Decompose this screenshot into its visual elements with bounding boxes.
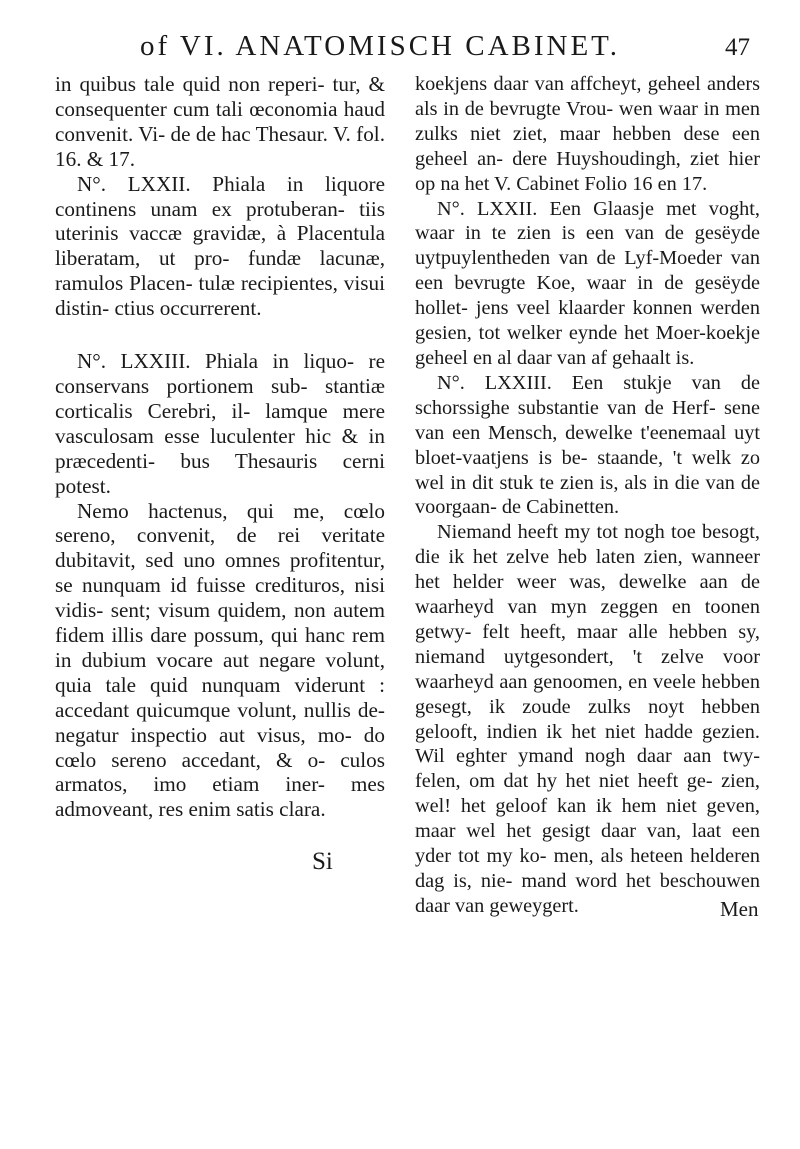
dutch-catchword: Men <box>720 897 759 921</box>
dutch-column <box>415 72 760 919</box>
latin-paragraph-1: in quibus tale quid non reperi- tur, & consequenter cum tali œconomia haud convenit. Vi- de de hac Thesaur. V. fol. 16. & 17. <box>55 72 385 171</box>
dutch-paragraph-lxxiii: N°. LXXIII. Een stukje van de schorssighe substantie van de Herf- sene van een Mensch, dewelke t'eenemaal uyt bloet-vaatjens is be- staande, 't welk zo wel in dit stuk te zien is, als in die van de voorgaan- de Cabinetten. <box>415 371 760 519</box>
latin-column <box>55 72 385 822</box>
dutch-paragraph-lxxii: N°. LXXII. Een Glaasje met voght, waar in te zien is een van de gesëyde uytpuylentheden van de Lyf-Moeder van een bevrugte Koe, waar in de gesëyde hollet- jens veel klaarder konnen werden gesien, tot welker eynde het Moer-koekje geheel en al daar van af gehaalt is. <box>415 197 760 369</box>
running-head-title: of VI. ANATOMISCH CABINET. <box>140 30 620 62</box>
latin-paragraph-lxxiii: N°. LXXIII. Phiala in liquo- re conservans portionem sub- stantiæ corticalis Cerebri, il- lamque mere vasculosam esse luculenter hic & in præcedenti- bus Thesauris cerni potest. <box>55 349 385 498</box>
latin-paragraph-nemo: Nemo hactenus, qui me, cœlo sereno, convenit, de rei veritate dubitavit, sed uno omnes profitentur, se nunquam id fuisse credituros, nisi vidis- sent; visum quidem, non autem fidem illis dare possum, qui hanc rem in dubium vocare aut negare volunt, quia tale quid nunquam viderunt : accedant quicumque volunt, nullis de- negatur inspectio aut visus, mo- do cœlo sereno accedant, & o- culos armatos, imo etiam iner- mes admoveant, res enim satis clara. <box>55 498 385 822</box>
page-number: 47 <box>725 34 750 61</box>
running-head <box>60 30 750 76</box>
dutch-paragraph-1: koekjens daar van affcheyt, geheel anders als in de bevrugte Vrou- wen waar in men zulks niet ziet, maar hebben dese een geheel an- dere Huyshoudingh, ziet hier op na het V. Cabinet Folio 16 en 17. <box>415 73 760 195</box>
latin-catchword: Si <box>312 848 333 875</box>
dutch-paragraph-niemand: Niemand heeft my tot nogh toe besogt, die ik het zelve heb laten zien, wanneer het helder weer was, dewelke aan de waarheyd van myn zeggen en toonen getwy- felt heeft, maar alle hebben sy, niemand uytgesondert, 't zelve voor waarheyd aan genoomen, en veele hebben gesegt, ik zoude zulks noyt hebben gelooft, indien ik het niet hadde gezien. Wil eghter ymand nogh daar aan twy- felen, om dat hy het niet heeft ge- zien, wel! het geloof kan ik hem niet geven, maar wel het gesigt daar van, laat een yder tot my ko- men, als heteen helderen dag is, nie- mand word het beschouwen daar van geweygert. <box>415 521 760 917</box>
latin-paragraph-lxxii: N°. LXXII. Phiala in liquore continens unam ex protuberan- tiis uterinis vaccæ gravidæ, à Placentula liberatam, ut pro- fundæ lacunæ, ramulos Placen- tulæ recipientes, visui distin- ctius occurrerent. <box>55 171 385 321</box>
